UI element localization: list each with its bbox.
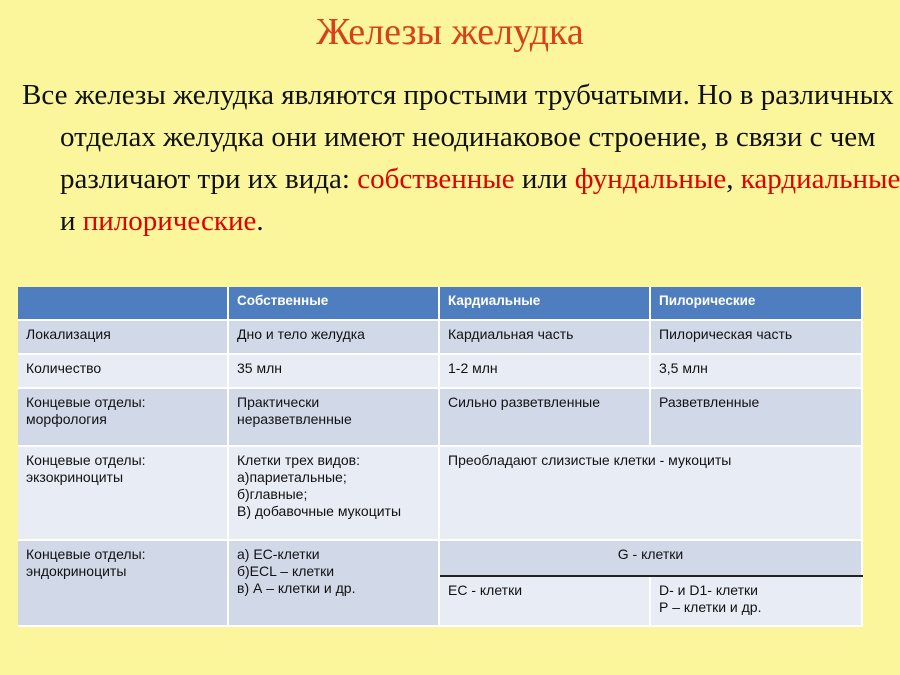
cell-g-cells: G - клетки — [439, 540, 862, 576]
cell-cardiac: ЕС - клетки — [439, 576, 650, 626]
term-fundal: фундальные — [574, 163, 727, 195]
table-row-endocrine-top — [18, 540, 862, 576]
term-own: собственные — [357, 163, 515, 195]
table-row-exocrine — [18, 446, 862, 540]
intro-text-2: или — [514, 163, 575, 195]
row-label: Концевые отделы: морфология — [18, 388, 228, 446]
intro-paragraph — [22, 74, 900, 242]
row-label: Локализация — [18, 320, 228, 354]
row-label: Концевые отделы: эндокриноциты — [18, 540, 228, 626]
table-header-row — [18, 287, 862, 320]
cell-pyloric: Разветвленные — [650, 388, 862, 446]
glands-table — [18, 287, 863, 627]
cell-cardiac: 1-2 млн — [439, 354, 650, 388]
header-cell-own: Собственные — [228, 287, 439, 320]
slide-title: Железы желудка — [316, 11, 584, 53]
term-cardiac: кардиальные — [740, 163, 900, 195]
table-row-morphology — [18, 388, 862, 446]
cell-cardiac: Сильно разветвленные — [439, 388, 650, 446]
header-cell-cardiac: Кардиальные — [439, 287, 650, 320]
cell-own: а) ЕС-клетки б)ECL – клетки в) А – клетки и др. — [228, 540, 439, 626]
cell-own: Клетки трех видов: а)париетальные; б)главные; В) добавочные мукоциты — [228, 446, 439, 540]
header-cell-pyloric: Пилорические — [650, 287, 862, 320]
cell-own: 35 млн — [228, 354, 439, 388]
cell-pyloric: 3,5 млн — [650, 354, 862, 388]
intro-text-5: . — [256, 205, 264, 237]
term-pyloric: пилорические — [82, 205, 257, 237]
cell-own: Практически неразветвленные — [228, 388, 439, 446]
intro-text-4: и — [60, 205, 83, 237]
intro-text-1: Все железы желудка являются простыми трубчатыми. Но в различных отделах желудка они имеют неодинаковое строение, в связи с чем различают три их вида: — [22, 79, 894, 195]
cell-cardiac-pyloric: Преобладают слизистые клетки - мукоциты — [439, 446, 862, 540]
table-row-localization — [18, 320, 862, 354]
cell-pyloric: D- и D1- клетки Р – клетки и др. — [650, 576, 862, 626]
intro-text-3: , — [726, 163, 741, 195]
row-label: Количество — [18, 354, 228, 388]
table-row-count — [18, 354, 862, 388]
cell-own: Дно и тело желудка — [228, 320, 439, 354]
cell-pyloric: Пилорическая часть — [650, 320, 862, 354]
row-label: Концевые отделы: экзокриноциты — [18, 446, 228, 540]
cell-cardiac: Кардиальная часть — [439, 320, 650, 354]
header-cell-empty — [18, 287, 228, 320]
